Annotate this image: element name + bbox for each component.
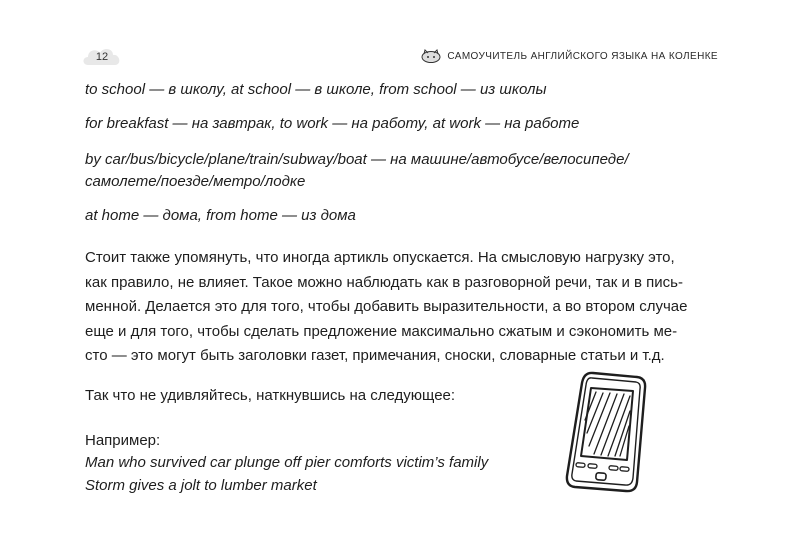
paragraph-line: сто — это могут быть заголовки газет, примечания, сноски, словарные статьи и т.д. (85, 347, 665, 364)
headline-example: Storm gives a jolt to lumber market (85, 477, 317, 494)
paragraph-line: Стоит также упомянуть, что иногда артикль опускается. На смысловую нагрузку это, (85, 249, 675, 266)
paragraph-line: как правило, не влияет. Такое можно наблюдать как в разговорной речи, так и в пись- (85, 273, 683, 291)
example-line: by car/bus/bicycle/plane/train/subway/boat — на машине/автобусе/велосипеде/ (85, 151, 629, 168)
paragraph-line: еще и для того, чтобы сделать предложение максимально сжатым и сэкономить ме- (85, 322, 678, 340)
example-label: Например: (85, 432, 161, 449)
example-line: for breakfast — на завтрак, to work — на работу, at work — на работе (85, 115, 580, 132)
paragraph-line: менной. Делается это для того, чтобы добавить выразительности, а во втором случае (85, 298, 688, 315)
example-line: at home — дома, from home — из дома (85, 207, 356, 224)
cat-icon (421, 49, 441, 63)
example-line: to school — в школу, at school — в школе, from school — из школы (85, 81, 547, 98)
running-title: САМОУЧИТЕЛЬ АНГЛИЙСКОГО ЯЗЫКА НА КОЛЕНКЕ (447, 50, 718, 62)
example-line: самолете/поезде/метро/лодке (85, 173, 306, 190)
lead-in-text: Так что не удивляйтесь, наткнувшись на следующее: (85, 387, 456, 404)
body-paragraph (85, 246, 715, 369)
running-header (421, 49, 718, 63)
page-number-badge (80, 45, 124, 69)
page-number: 12 (95, 51, 109, 63)
headline-example: Man who survived car plunge off pier comforts victim’s family (85, 454, 489, 471)
smartphone-icon (563, 370, 649, 496)
